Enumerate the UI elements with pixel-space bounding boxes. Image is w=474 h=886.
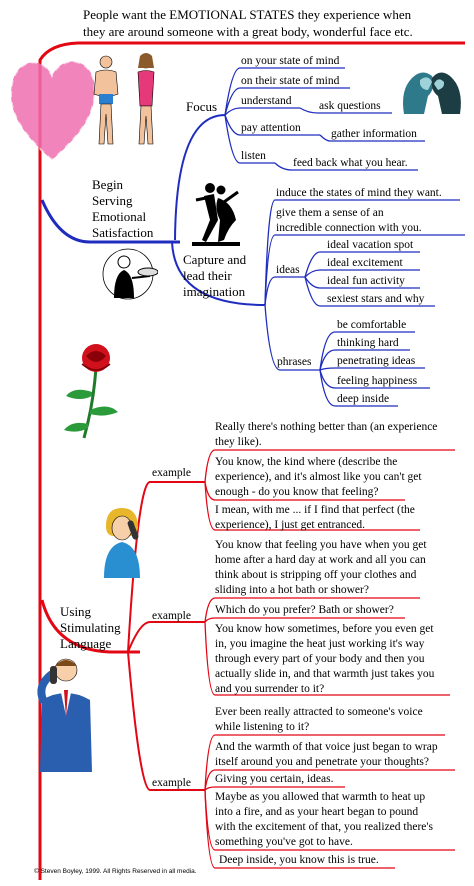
example1-text: I mean, with me ... if I find that perfect (the experience), I just get entranced.	[215, 504, 415, 531]
businessman-on-phone-icon	[30, 656, 100, 772]
dancing-couple-icon	[188, 180, 244, 248]
example-label: example	[152, 777, 191, 789]
copyright-notice: © Steven Boyley, 1999. All Rights Reserved in all media.	[34, 868, 197, 875]
example1-text: You know, the kind where (describe the experience), and it's almost like you can't get enough - do you know that feeling?	[215, 456, 422, 498]
waiter-icon	[102, 248, 158, 300]
example3-text: Deep inside, you know this is true.	[219, 854, 379, 866]
example3-text: And the warmth of that voice just began to wrap itself around you and penetrate your thoughts?	[215, 741, 438, 768]
focus-item: on your state of mind	[241, 55, 340, 67]
phrase-item: thinking hard	[337, 337, 399, 349]
woman-on-phone-icon	[96, 506, 148, 578]
title-line-1: People want the EMOTIONAL STATES they experience when	[83, 7, 412, 22]
ideas-label: ideas	[276, 264, 300, 276]
phrase-item: feeling happiness	[337, 375, 418, 387]
example3-text: Maybe as you allowed that warmth to heat up into a fire, and as your heart began to pound with the excitement of that, you realized there's something you've got to have.	[215, 791, 433, 848]
capture-item: induce the states of mind they want.	[276, 187, 442, 199]
phrases-label: phrases	[277, 356, 312, 368]
example2-text: You know that feeling you have when you get home after a hard day at work and all you can think about is stripping off your clothes and sliding into a hot bath or shower?	[215, 539, 427, 596]
phrase-item: be comfortable	[337, 319, 407, 331]
focus-label: Focus	[186, 99, 218, 114]
example3-text: Giving you certain, ideas.	[215, 773, 334, 785]
phrase-item: penetrating ideas	[337, 355, 416, 367]
focus-item: on their state of mind	[241, 75, 340, 87]
capture-item: give them a sense of an incredible connection with you.	[276, 207, 422, 234]
focus-item: understand	[241, 95, 292, 107]
branch1-label: Begin Serving Emotional Satisfaction	[92, 177, 154, 240]
example3-text: Ever been really attracted to someone's voice while listening to it?	[215, 706, 423, 733]
couple-figures-icon	[82, 52, 172, 152]
example2-text: Which do you prefer? Bath or shower?	[215, 604, 394, 616]
idea-item: ideal vacation spot	[327, 239, 414, 251]
example1-text: Really there's nothing better than (an experience they like).	[215, 421, 438, 448]
focus-subitem: gather information	[331, 128, 417, 140]
rose-icon	[54, 342, 138, 442]
example-label: example	[152, 610, 191, 622]
focus-subitem: feed back what you hear.	[293, 157, 408, 169]
focus-item: pay attention	[241, 122, 301, 134]
focus-item: listen	[241, 150, 266, 162]
example2-text: You know how sometimes, before you even get in, you imagine the heat just working it's way through every part of your body and then you actually slide in, and that warmth just takes you and you surrender to it?	[215, 623, 435, 695]
branch2-label: Using Stimulating Language	[60, 604, 121, 651]
idea-item: ideal excitement	[327, 257, 403, 269]
idea-item: ideal fun activity	[327, 275, 405, 287]
kissing-couple-icon	[398, 60, 466, 114]
focus-subitem: ask questions	[319, 100, 381, 112]
phrase-item: deep inside	[337, 393, 390, 405]
capture-label: Capture and lead their imagination	[183, 252, 247, 299]
idea-item: sexiest stars and why	[327, 293, 425, 305]
example-label: example	[152, 467, 191, 479]
title-line-2: they are around someone with a great body, wonderful face etc.	[83, 24, 413, 39]
